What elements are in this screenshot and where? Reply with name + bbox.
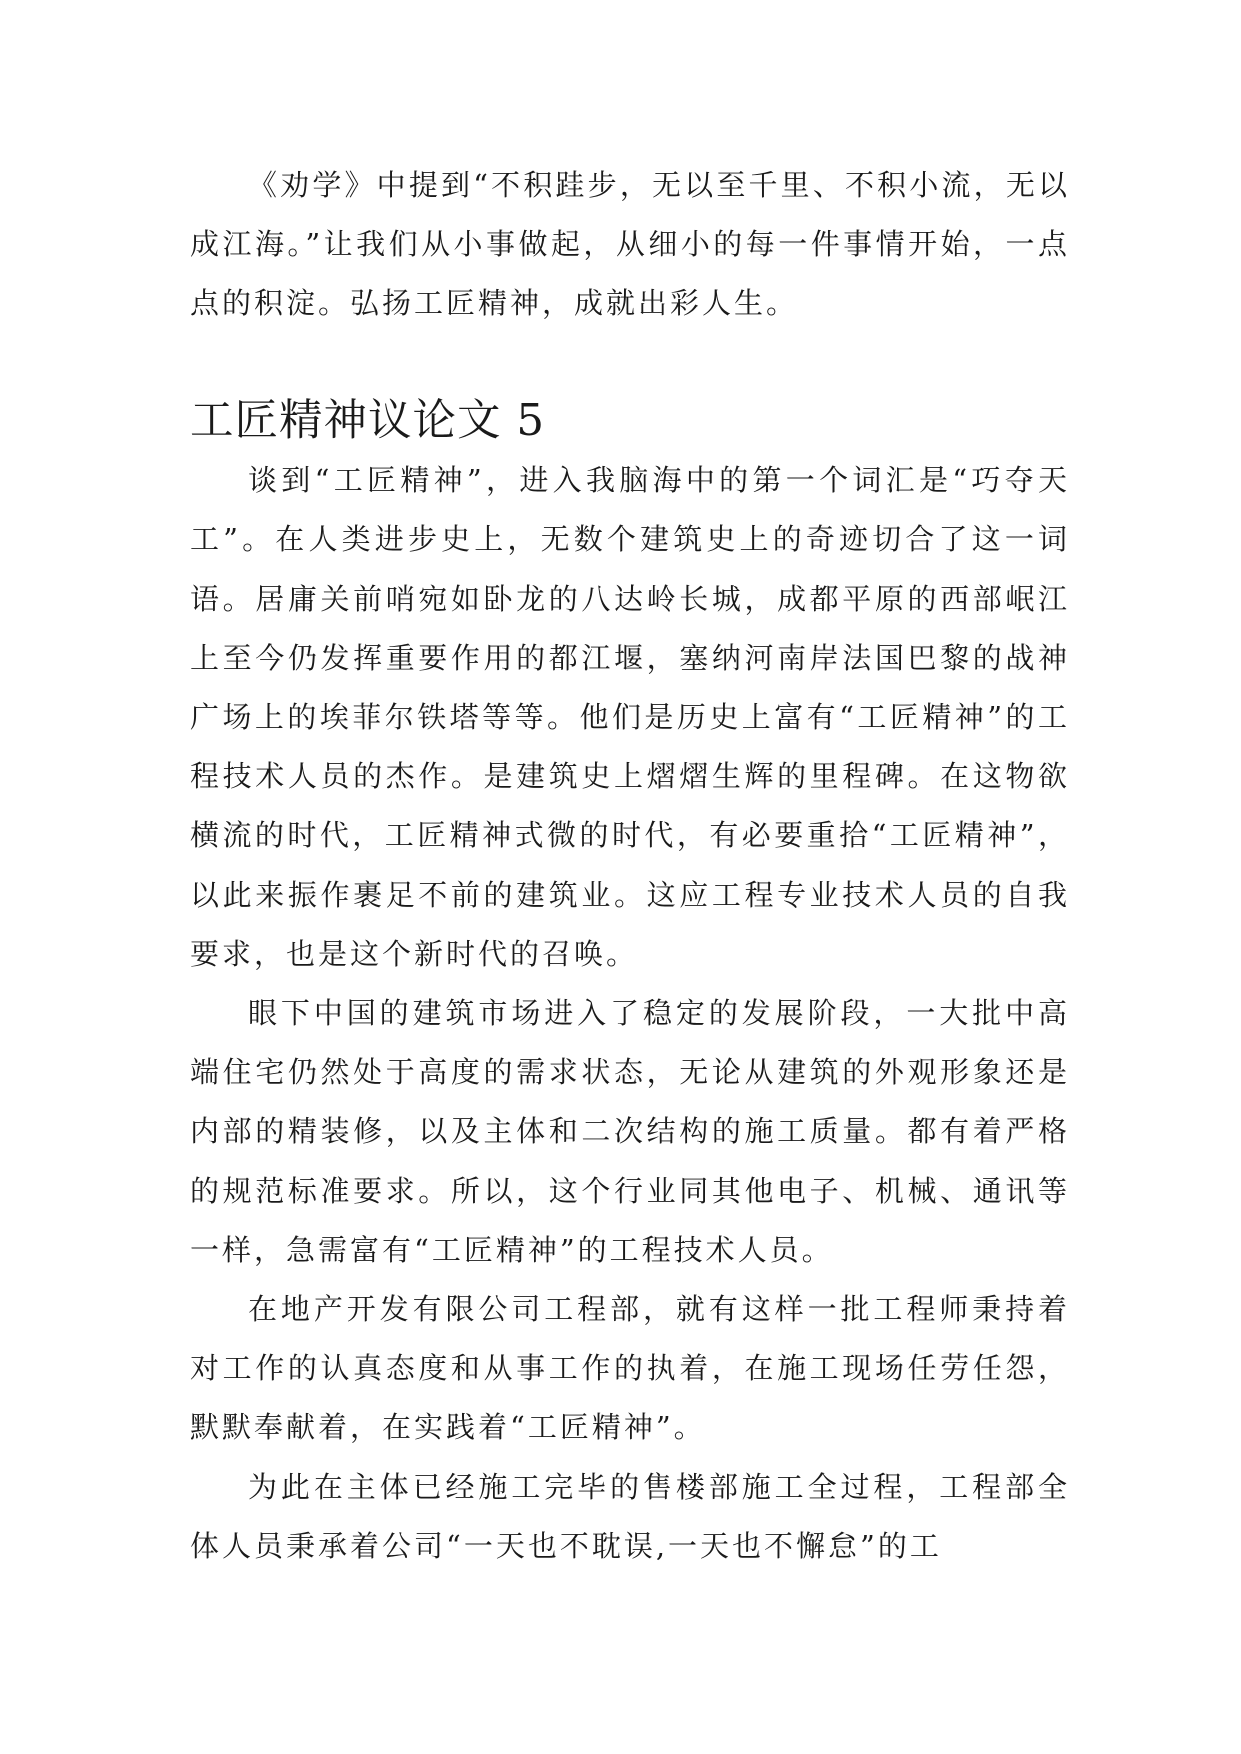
essay-section	[190, 392, 1070, 1576]
body-paragraph: 眼下中国的建筑市场进入了稳定的发展阶段，一大批中高端住宅仍然处于高度的需求状态，无论从建筑的外观形象还是内部的精装修，以及主体和二次结构的施工质量。都有着严格的规范标准要求。所以，这个行业同其他电子、机械、通讯等一样，急需富有“工匠精神”的工程技术人员。	[190, 996, 1070, 1267]
intro-paragraph: 《劝学》中提到“不积跬步，无以至千里、不积小流，无以成江海。”让我们从小事做起，从细小的每一件事情开始，一点点的积淀。弘扬工匠精神，成就出彩人生。	[190, 168, 1070, 321]
body-paragraph: 为此在主体已经施工完毕的售楼部施工全过程，工程部全体人员秉承着公司“一天也不耽误,一天也不懈怠”的工	[190, 1469, 1070, 1563]
body-paragraph: 在地产开发有限公司工程部，就有这样一批工程师秉持着对工作的认真态度和从事工作的执着，在施工现场任劳任怨，默默奉献着，在实践着“工匠精神”。	[190, 1292, 1070, 1445]
section-heading: 工匠精神议论文 5	[190, 396, 546, 446]
body-paragraph: 谈到“工匠精神”，进入我脑海中的第一个词汇是“巧夺天工”。在人类进步史上，无数个建筑史上的奇迹切合了这一词语。居庸关前哨宛如卧龙的八达岭长城，成都平原的西部岷江上至今仍发挥重要作用的都江堰，塞纳河南岸法国巴黎的战神广场上的埃菲尔铁塔等等。他们是历史上富有“工匠精神”的工程技术人员的杰作。是建筑史上熠熠生辉的里程碑。在这物欲横流的时代，工匠精神式微的时代，有必要重拾“工匠精神”，以此来振作裹足不前的建筑业。这应工程专业技术人员的自我要求，也是这个新时代的召唤。	[190, 463, 1070, 971]
intro-block	[190, 156, 1070, 334]
